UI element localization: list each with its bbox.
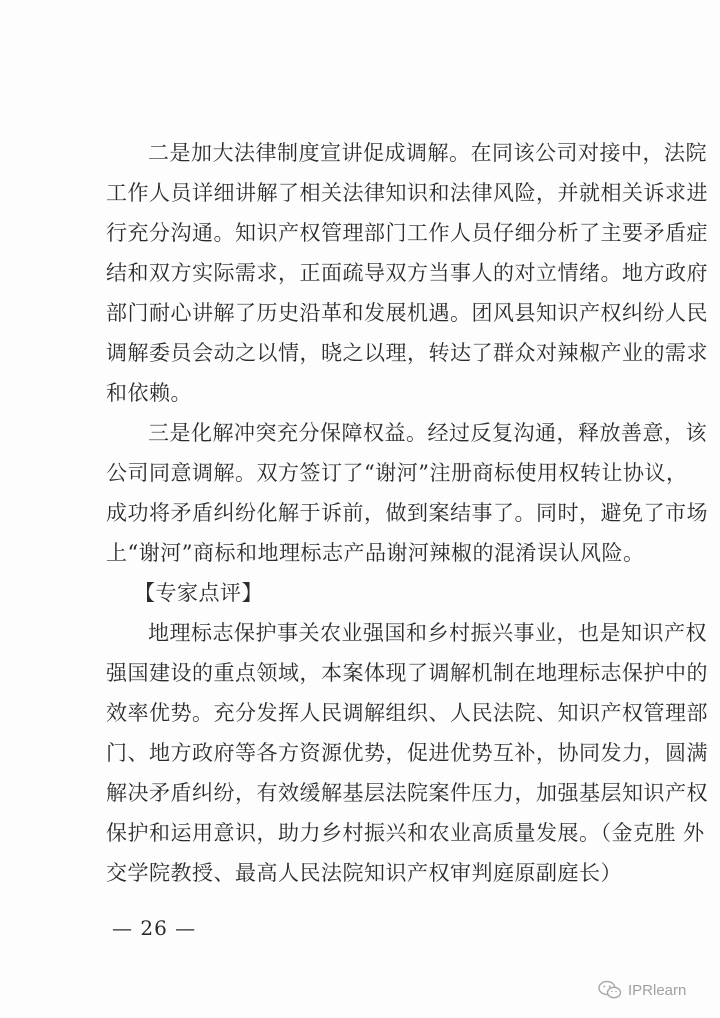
expert-comment-line: 保护和运用意识，助力乡村振兴和农业高质量发展。（金克胜 外: [106, 821, 705, 845]
expert-comment-line: 解决矛盾纠纷，有效缓解基层法院案件压力，加强基层知识产权: [106, 781, 708, 805]
expert-comment-line: 门、地方政府等各方资源优势，促进优势互补，协同发力，圆满: [106, 741, 708, 765]
expert-comment-line: 地理标志保护事关农业强国和乡村振兴事业，也是知识产权: [148, 621, 707, 645]
paragraph-2-line: 结和双方实际需求，正面疏导双方当事人的对立情绪。地方政府: [106, 261, 708, 285]
paragraph-2-line: 工作人员详细讲解了相关法律知识和法律风险，并就相关诉求进: [106, 181, 708, 205]
watermark-text: IPRlearn: [628, 981, 687, 999]
wechat-icon: [598, 980, 622, 1000]
paragraph-2-line: 行充分沟通。知识产权管理部门工作人员仔细分析了主要矛盾症: [106, 221, 708, 245]
paragraph-2-line: 和依赖。: [106, 381, 192, 405]
paragraph-2-line: 部门耐心讲解了历史沿革和发展机遇。团风县知识产权纠纷人民: [106, 301, 708, 325]
paragraph-3-line: 上“谢河”商标和地理标志产品谢河辣椒的混淆误认风险。: [106, 541, 645, 565]
expert-comment-heading: 【专家点评】: [134, 581, 263, 605]
watermark: [598, 978, 686, 1002]
paragraph-3-line: 三是化解冲突充分保障权益。经过反复沟通，释放善意，该: [148, 421, 707, 445]
paragraph-3-line: 成功将矛盾纠纷化解于诉前，做到案结事了。同时，避免了市场: [106, 501, 708, 525]
paragraph-3-line: 公司同意调解。双方签订了“谢河”注册商标使用权转让协议，: [106, 461, 688, 485]
expert-comment-line: 交学院教授、最高人民法院知识产权审判庭原副庭长）: [106, 861, 622, 885]
page-number: — 26 —: [112, 916, 197, 940]
expert-comment-line: 强国建设的重点领域，本案体现了调解机制在地理标志保护中的: [106, 661, 708, 685]
paragraph-2-line: 调解委员会动之以情，晓之以理，转达了群众对辣椒产业的需求: [106, 341, 708, 365]
expert-comment-line: 效率优势。充分发挥人民调解组织、人民法院、知识产权管理部: [106, 701, 708, 725]
paragraph-2-line: 二是加大法律制度宣讲促成调解。在同该公司对接中，法院: [148, 141, 707, 165]
